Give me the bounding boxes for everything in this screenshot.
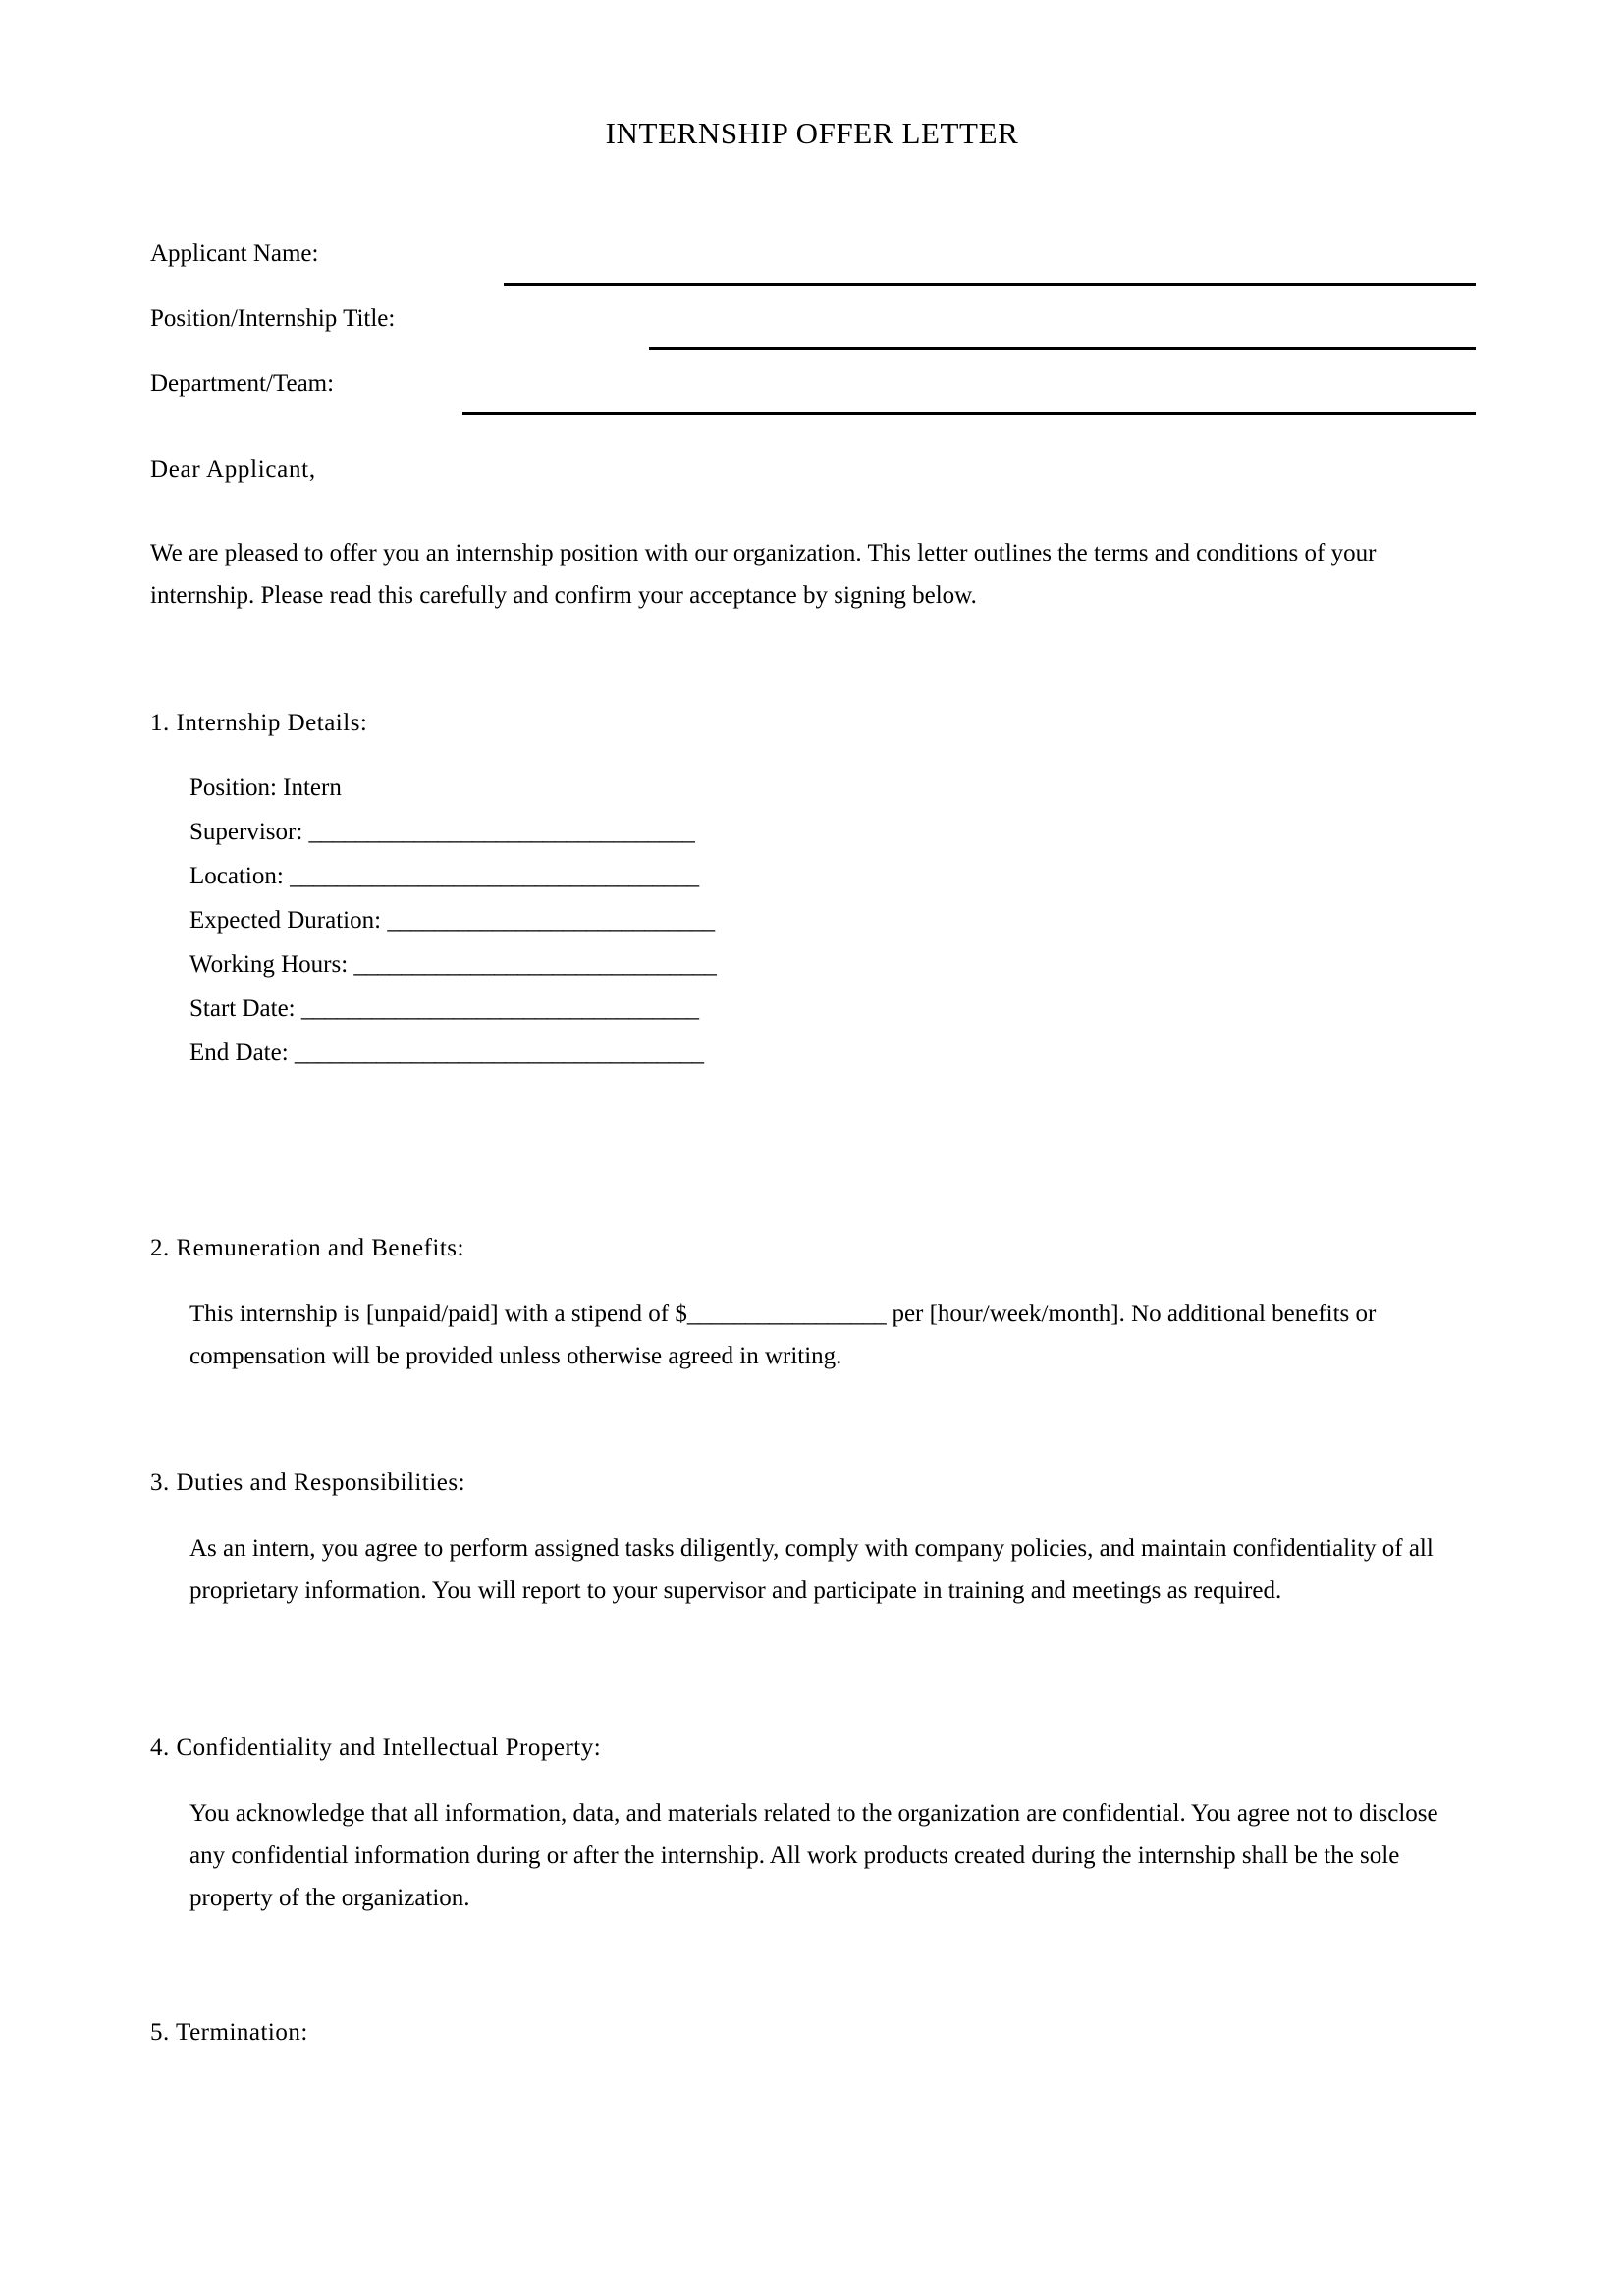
department-team-input-rule[interactable] [462,412,1476,415]
section-heading-remuneration-benefits: 2. Remuneration and Benefits: [150,1235,464,1261]
detail-label-location: Location: [189,863,291,889]
detail-blank-supervisor[interactable]: _________________________________ [308,819,695,845]
detail-blank-start-date[interactable]: __________________________________ [300,995,699,1022]
detail-item-start-date [189,991,716,1036]
detail-label-working-hours: Working Hours: [189,951,354,978]
section-body-remuneration-benefits [189,1293,1476,1377]
salutation: Dear Applicant, [150,456,316,483]
form-row-applicant-name [150,240,1476,305]
detail-item-supervisor [189,815,716,859]
detail-item-location [189,859,716,903]
detail-item-expected-duration [189,903,716,947]
detail-blank-location[interactable]: ___________________________________ [290,863,699,889]
department-team-label: Department/Team: [150,370,335,397]
detail-label-start-date: Start Date: [189,995,301,1022]
intro-paragraph: We are pleased to offer you an internship position with our organization. This letter outlines the terms and conditions of your internship. Please read this carefully and confirm your acceptance by signing below. [150,540,1377,609]
detail-item-position [189,771,716,815]
detail-label-supervisor: Supervisor: [189,819,309,845]
detail-label-expected-duration: Expected Duration: [189,907,388,934]
stipend-amount-blank[interactable]: _________________ [686,1301,887,1327]
position-title-label: Position/Internship Title: [150,305,396,332]
internship-details-list [189,771,716,1080]
detail-blank-expected-duration[interactable]: ____________________________ [387,907,715,934]
stipend-text-before: This internship is [unpaid/paid] with a stipend of $ [189,1301,687,1327]
detail-blank-end-date[interactable]: ___________________________________ [294,1040,704,1066]
section-heading-internship-details: 1. Internship Details: [150,710,368,736]
applicant-form-block [150,240,1476,435]
page-title: INTERNSHIP OFFER LETTER [605,116,1019,150]
applicant-name-input-rule[interactable] [504,283,1476,286]
detail-label-position: Position: Intern [189,774,342,801]
detail-label-end-date: End Date: [189,1040,295,1066]
section-heading-duties-responsibilities: 3. Duties and Responsibilities: [150,1469,466,1496]
detail-item-working-hours [189,947,716,991]
detail-item-end-date [189,1036,716,1080]
section-body-duties-responsibilities: As an intern, you agree to perform assigned tasks diligently, comply with company policies, and maintain confidentiality of all proprietary information. You will report to your supervisor and participate in training and meetings as required. [189,1535,1434,1604]
position-title-input-rule[interactable] [649,347,1476,350]
section-body-confidentiality-ip: You acknowledge that all information, data, and materials related to the organization are confidential. You agree not to disclose any confidential information during or after the internship. All work products created during the internship shall be the sole property of the organization. [189,1800,1438,1911]
form-row-position-title [150,305,1476,370]
section-heading-confidentiality-ip: 4. Confidentiality and Intellectual Property: [150,1735,602,1761]
detail-blank-working-hours[interactable]: _______________________________ [353,951,717,978]
form-row-department-team [150,370,1476,435]
section-heading-termination: 5. Termination: [150,2019,308,2046]
applicant-name-label: Applicant Name: [150,240,319,267]
stipend-text-after: per [hour/week/month]. No additional benefits or compensation will be provided unless otherwise agreed in writing. [189,1301,1377,1369]
